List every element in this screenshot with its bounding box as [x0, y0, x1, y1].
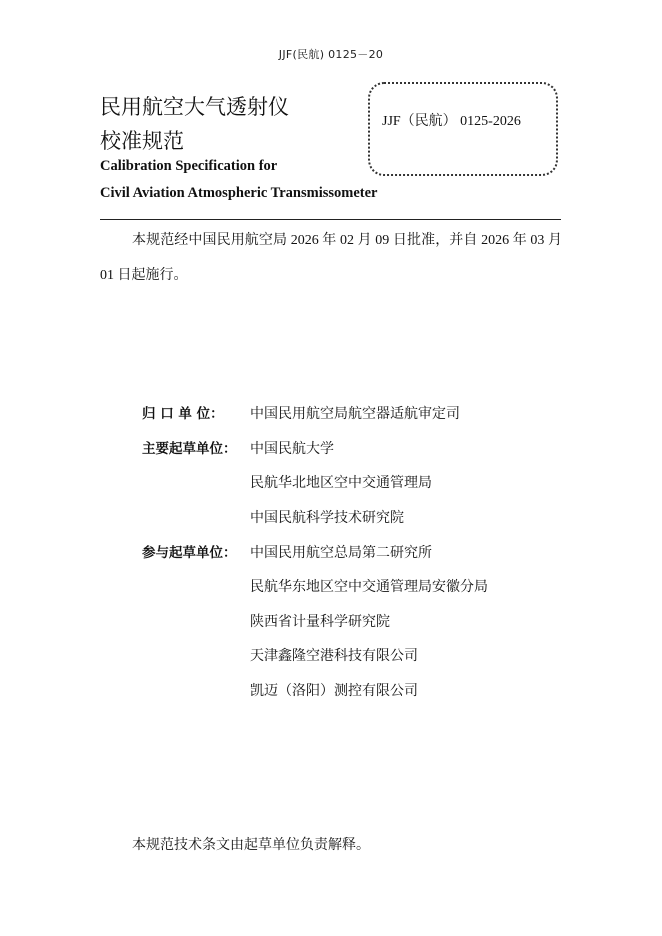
running-header-code: JJF(民航) 0125－20	[278, 48, 384, 61]
participating-drafting-unit: 民航华东地区空中交通管理局安徽分局	[250, 580, 488, 595]
main-drafting-row	[142, 437, 334, 458]
title-english-line-2: Civil Aviation Atmospheric Transmissometer	[100, 185, 378, 201]
participating-drafting-unit: 陕西省计量科学研究院	[250, 615, 390, 630]
participating-drafting-label: 参与起草单位：	[142, 545, 237, 561]
main-drafting-unit: 中国民航大学	[250, 442, 334, 457]
responsible-unit-value: 中国民用航空局航空器适航审定司	[250, 407, 460, 422]
participating-drafting-unit: 凯迈（洛阳）测控有限公司	[250, 684, 418, 699]
responsible-unit-label: 归 口 单 位：	[142, 406, 224, 422]
interpretation-note: 本规范技术条文由起草单位负责解释。	[132, 838, 370, 853]
responsible-unit-row	[142, 402, 460, 423]
approval-statement: 本规范经中国民用航空局 2026 年 02 月 09 日批准，并自 2026 年 03 月 01 日起施行。	[100, 233, 562, 283]
title-chinese-line-1: 民用航空大气透射仪	[100, 95, 289, 119]
title-chinese-line-2: 校准规范	[100, 129, 184, 153]
title-chinese	[100, 90, 289, 158]
main-drafting-unit: 民航华北地区空中交通管理局	[250, 476, 432, 491]
main-drafting-label: 主要起草单位：	[142, 441, 237, 457]
participating-drafting-row	[142, 541, 432, 562]
main-drafting-unit: 中国民航科学技术研究院	[250, 511, 404, 526]
title-divider	[100, 219, 561, 220]
title-english-line-1: Calibration Specification for	[100, 158, 278, 174]
participating-drafting-unit: 天津鑫隆空港科技有限公司	[250, 649, 418, 664]
standard-number: JJF（民航） 0125-2026	[382, 114, 521, 129]
participating-drafting-unit: 中国民用航空总局第二研究所	[250, 546, 432, 561]
